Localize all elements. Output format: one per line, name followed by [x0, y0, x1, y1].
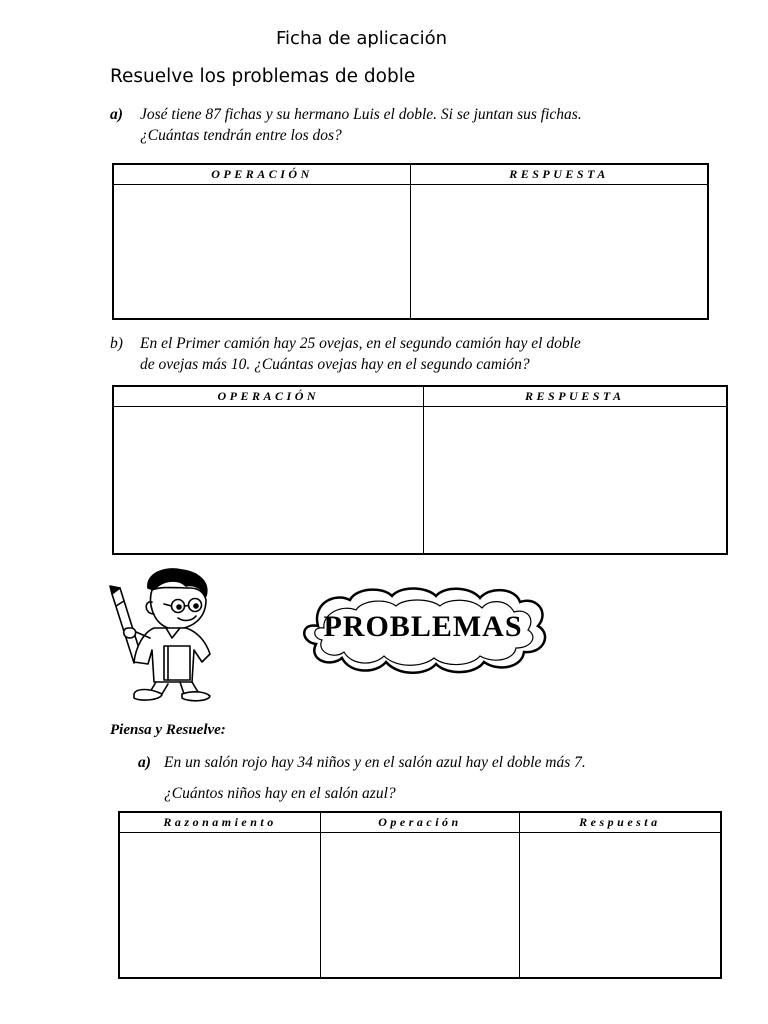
problem-letter: b)	[110, 335, 123, 352]
operation-cell[interactable]	[113, 407, 423, 555]
problem-line: de ovejas más 10. ¿Cuántas ovejas hay en el segundo camión?	[140, 356, 530, 373]
boy-with-pencil-illustration	[106, 566, 226, 706]
answer-table-c	[118, 811, 722, 979]
answer-cell[interactable]	[519, 833, 721, 979]
problem-line: En un salón rojo hay 34 niños y en el salón azul hay el doble más 7.	[164, 754, 586, 771]
answer-cell[interactable]	[411, 185, 709, 320]
column-header-answer: Respuesta	[519, 812, 721, 833]
section-label: Piensa y Resuelve:	[110, 722, 226, 738]
answer-cell[interactable]	[423, 407, 727, 555]
column-header-answer: RESPUESTA	[411, 164, 709, 185]
problem-letter: a)	[138, 754, 151, 771]
problem-line: ¿Cuántas tendrán entre los dos?	[140, 127, 342, 144]
answer-table-b	[112, 385, 728, 555]
reasoning-cell[interactable]	[119, 833, 321, 979]
operation-cell[interactable]	[113, 185, 411, 320]
column-header-answer: RESPUESTA	[423, 386, 727, 407]
column-header-operation: Operación	[321, 812, 520, 833]
column-header-operation: OPERACIÓN	[113, 164, 411, 185]
answer-table-a	[112, 163, 709, 320]
operation-cell[interactable]	[321, 833, 520, 979]
column-header-operation: OPERACIÓN	[113, 386, 423, 407]
column-header-reasoning: Razonamiento	[119, 812, 321, 833]
problem-line: José tiene 87 fichas y su hermano Luis el doble. Si se juntan sus fichas.	[140, 106, 582, 123]
problem-line: ¿Cuántos niños hay en el salón azul?	[164, 785, 396, 802]
page-title: Ficha de aplicación	[276, 28, 448, 49]
banner-title: PROBLEMAS	[323, 610, 523, 643]
section-heading: Resuelve los problemas de doble	[110, 66, 416, 87]
problem-letter: a)	[110, 106, 123, 123]
problem-line: En el Primer camión hay 25 ovejas, en el segundo camión hay el doble	[140, 335, 581, 352]
